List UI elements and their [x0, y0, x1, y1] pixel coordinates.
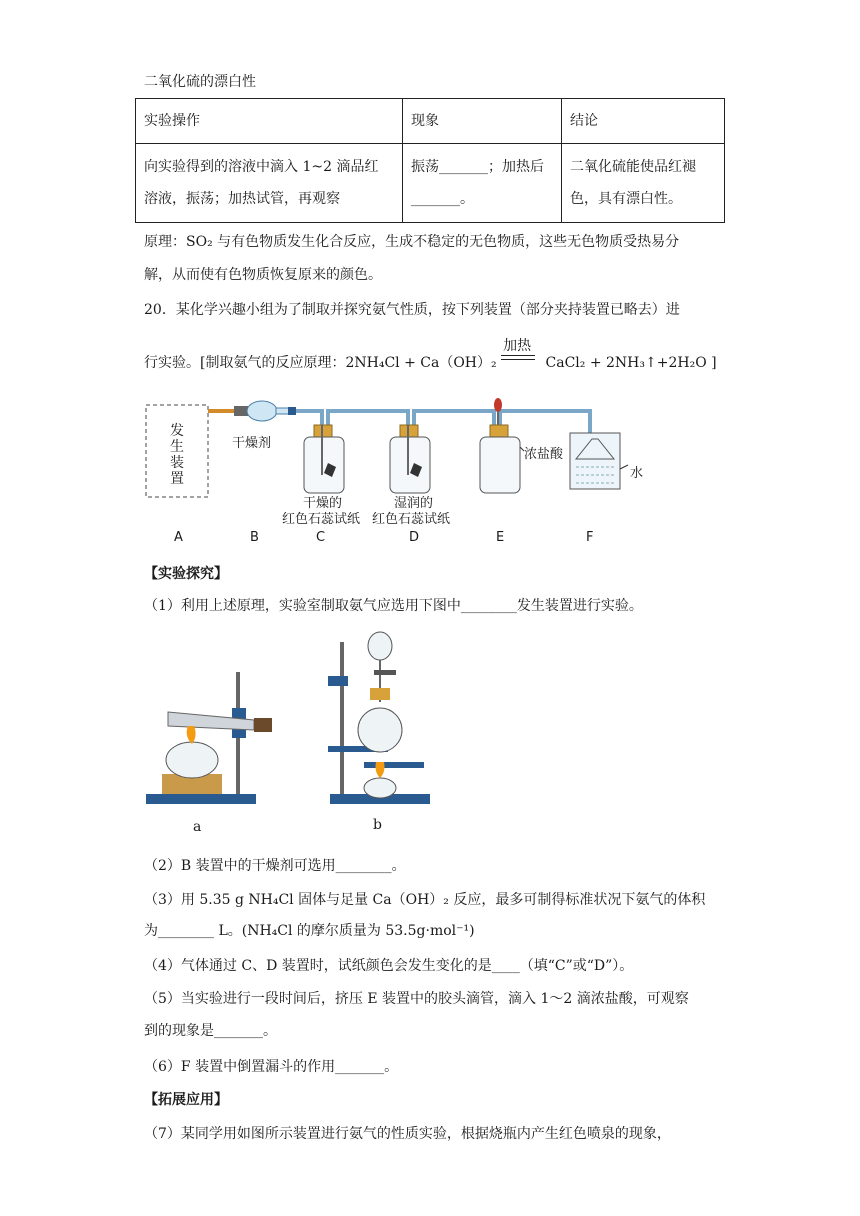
conclusion-line-2: 色，具有漂白性。 [570, 191, 682, 207]
phenomenon-line-1: 振荡_______；加热后 [411, 159, 544, 175]
question-3-line-1: （3）用 5.35 g NH₄Cl 固体与足量 Ca（OH）₂ 反应，最多可制得标准状况下氨气的体积 [144, 892, 706, 908]
d-label-1: 湿润的 [394, 496, 434, 511]
question-1: （1）利用上述原理，实验室制取氨气应选用下图中________发生装置进行实验。 [144, 598, 643, 614]
letter-b: B [250, 530, 259, 545]
cell-operation [136, 144, 403, 223]
alcohol-lamp-icon [166, 742, 218, 778]
c-label-2: 红色石蕊试纸 [282, 512, 361, 527]
letter-f: F [586, 530, 594, 545]
explore-heading: 【实验探究】 [144, 566, 228, 582]
drying-tube-icon [247, 401, 277, 421]
d-label-2: 红色石蕊试纸 [372, 512, 451, 527]
c-label-1: 干燥的 [303, 496, 343, 511]
question-20-line-2 [144, 338, 717, 373]
letter-c: C [316, 530, 326, 545]
principle-line-1: 原理：SO₂ 与有色物质发生化合反应，生成不稳定的无色物质，这些无色物质受热易分 [144, 234, 680, 250]
header-conclusion: 结论 [562, 99, 725, 144]
apparatus-diagram [0, 395, 860, 555]
figure-b-label: b [373, 817, 382, 833]
dropper-icon [494, 398, 502, 412]
question-6: （6）F 装置中倒置漏斗的作用_______。 [144, 1059, 399, 1075]
cell-phenomenon [403, 144, 562, 223]
extend-heading: 【拓展应用】 [144, 1092, 228, 1108]
generator-options-figure [0, 622, 860, 822]
desiccant-label: 干燥剂 [232, 436, 272, 451]
operation-line-2: 溶液，振荡；加热试管，再观察 [144, 191, 340, 207]
reaction-condition: 加热 [503, 338, 532, 354]
experiment-table [135, 98, 725, 223]
letter-e: E [496, 530, 505, 545]
beaker-f-icon [570, 433, 620, 489]
header-phenomenon: 现象 [403, 99, 562, 144]
operation-line-1: 向实验得到的溶液中滴入 1~2 滴品红 [144, 159, 379, 175]
conclusion-line-1: 二氧化硫能使品红褪 [570, 159, 696, 175]
principle-line-2: 解，从而使有色物质恢复原来的颜色。 [144, 267, 382, 283]
question-5-line-2: 到的现象是_______。 [144, 1023, 277, 1039]
section-title: 二氧化硫的漂白性 [144, 74, 256, 90]
figure-a-label: a [193, 819, 202, 835]
question-2: （2）B 装置中的干燥剂可选用________。 [144, 858, 406, 874]
header-operation: 实验操作 [136, 99, 403, 144]
generator-label: 发生装置 [170, 423, 184, 487]
bottle-c-icon [304, 437, 344, 493]
letter-d: D [409, 530, 420, 545]
reaction-reactants: 行实验。[制取氨气的反应原理：2NH₄Cl + Ca（OH）₂ [144, 355, 497, 371]
reaction-products: CaCl₂ + 2NH₃↑+2H₂O ] [545, 355, 717, 371]
question-7: （7）某同学用如图所示装置进行氨气的性质实验，根据烧瓶内产生红色喷泉的现象， [144, 1126, 671, 1142]
phenomenon-line-2: _______。 [411, 191, 474, 207]
bottle-d-icon [390, 437, 430, 493]
e-label: 浓盐酸 [524, 447, 564, 462]
question-5-line-1: （5）当实验进行一段时间后，挤压 E 装置中的胶头滴管，滴入 1～2 滴浓盐酸，可观察 [144, 991, 689, 1007]
bottle-e-icon [480, 437, 520, 493]
reaction-arrow [501, 338, 541, 373]
question-3-line-2: 为________ L。(NH₄Cl 的摩尔质量为 53.5g·mol⁻¹) [144, 923, 475, 939]
question-20-line-1: 20．某化学兴趣小组为了制取并探究氨气性质，按下列装置（部分夹持装置已略去）进 [144, 302, 680, 318]
question-4: （4）气体通过 C、D 装置时，试纸颜色会发生变化的是____（填“C”或“D”）。 [144, 958, 634, 974]
letter-a: A [174, 530, 183, 545]
cell-conclusion [562, 144, 725, 223]
equal-sign-icon [501, 355, 535, 360]
round-flask-icon [358, 708, 402, 752]
f-label: 水 [630, 466, 644, 481]
separatory-funnel-icon [368, 632, 392, 660]
